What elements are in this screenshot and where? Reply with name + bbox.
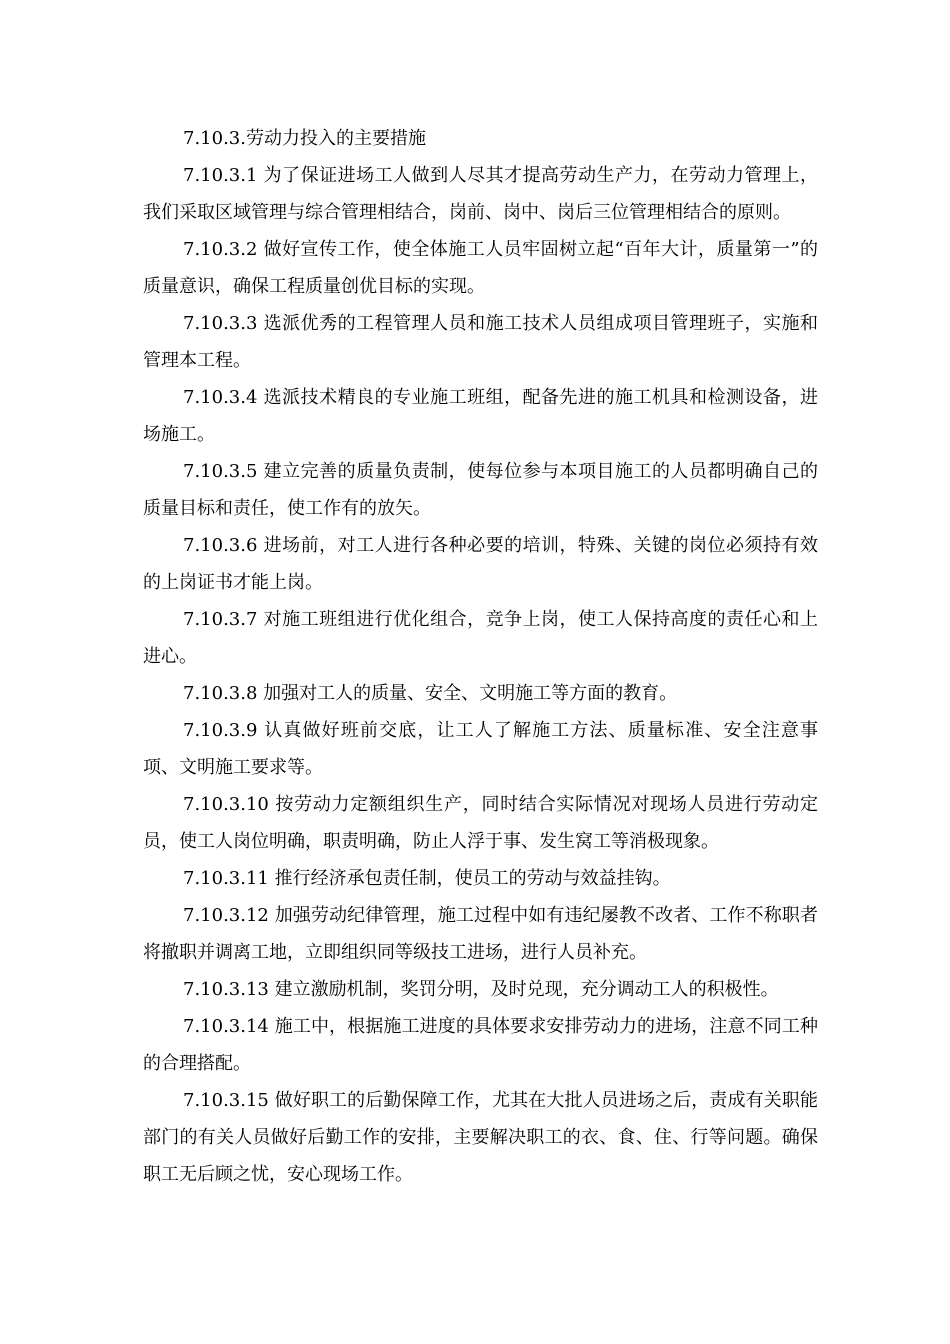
paragraph-7-10-3-7: 7.10.3.7 对施工班组进行优化组合，竞争上岗，使工人保持高度的责任心和上进心。 (143, 609, 818, 667)
paragraph-7-10-3-1: 7.10.3.1 为了保证进场工人做到人尽其才提高劳动生产力，在劳动力管理上，我们采取区域管理与综合管理相结合，岗前、岗中、岗后三位管理相结合的原则。 (143, 165, 818, 223)
paragraph-7-10-3-6: 7.10.3.6 进场前，对工人进行各种必要的培训，特殊、关键的岗位必须持有效的上岗证书才能上岗。 (143, 535, 818, 593)
paragraph-7-10-3-13: 7.10.3.13 建立激励机制，奖罚分明，及时兑现，充分调动工人的积极性。 (183, 979, 779, 1000)
paragraph-7-10-3-5: 7.10.3.5 建立完善的质量负责制，使每位参与本项目施工的人员都明确自己的质量目标和责任，使工作有的放矢。 (143, 461, 818, 519)
paragraph-7-10-3-10: 7.10.3.10 按劳动力定额组织生产，同时结合实际情况对现场人员进行劳动定员，使工人岗位明确，职责明确，防止人浮于事、发生窝工等消极现象。 (143, 794, 818, 852)
paragraph-7-10-3-2: 7.10.3.2 做好宣传工作，使全体施工人员牢固树立起“百年大计，质量第一”的质量意识，确保工程质量创优目标的实现。 (143, 239, 818, 297)
section-heading: 7.10.3.劳动力投入的主要措施 (183, 128, 426, 149)
paragraph-7-10-3-9: 7.10.3.9 认真做好班前交底，让工人了解施工方法、质量标准、安全注意事项、文明施工要求等。 (143, 720, 818, 778)
paragraph-7-10-3-8: 7.10.3.8 加强对工人的质量、安全、文明施工等方面的教育。 (183, 683, 678, 704)
paragraph-7-10-3-3: 7.10.3.3 选派优秀的工程管理人员和施工技术人员组成项目管理班子，实施和管理本工程。 (143, 313, 818, 371)
paragraph-7-10-3-11: 7.10.3.11 推行经济承包责任制，使员工的劳动与效益挂钩。 (183, 868, 671, 889)
paragraph-7-10-3-14: 7.10.3.14 施工中，根据施工进度的具体要求安排劳动力的进场，注意不同工种的合理搭配。 (143, 1016, 818, 1074)
paragraph-7-10-3-4: 7.10.3.4 选派技术精良的专业施工班组，配备先进的施工机具和检测设备，进场施工。 (143, 387, 818, 445)
document-body (143, 120, 818, 1193)
paragraph-7-10-3-15: 7.10.3.15 做好职工的后勤保障工作，尤其在大批人员进场之后，责成有关职能部门的有关人员做好后勤工作的安排，主要解决职工的衣、食、住、行等问题。确保职工无后顾之忧，安心现场工作。 (143, 1090, 818, 1185)
paragraph-7-10-3-12: 7.10.3.12 加强劳动纪律管理，施工过程中如有违纪屡教不改者、工作不称职者将撤职并调离工地，立即组织同等级技工进场，进行人员补充。 (143, 905, 818, 963)
